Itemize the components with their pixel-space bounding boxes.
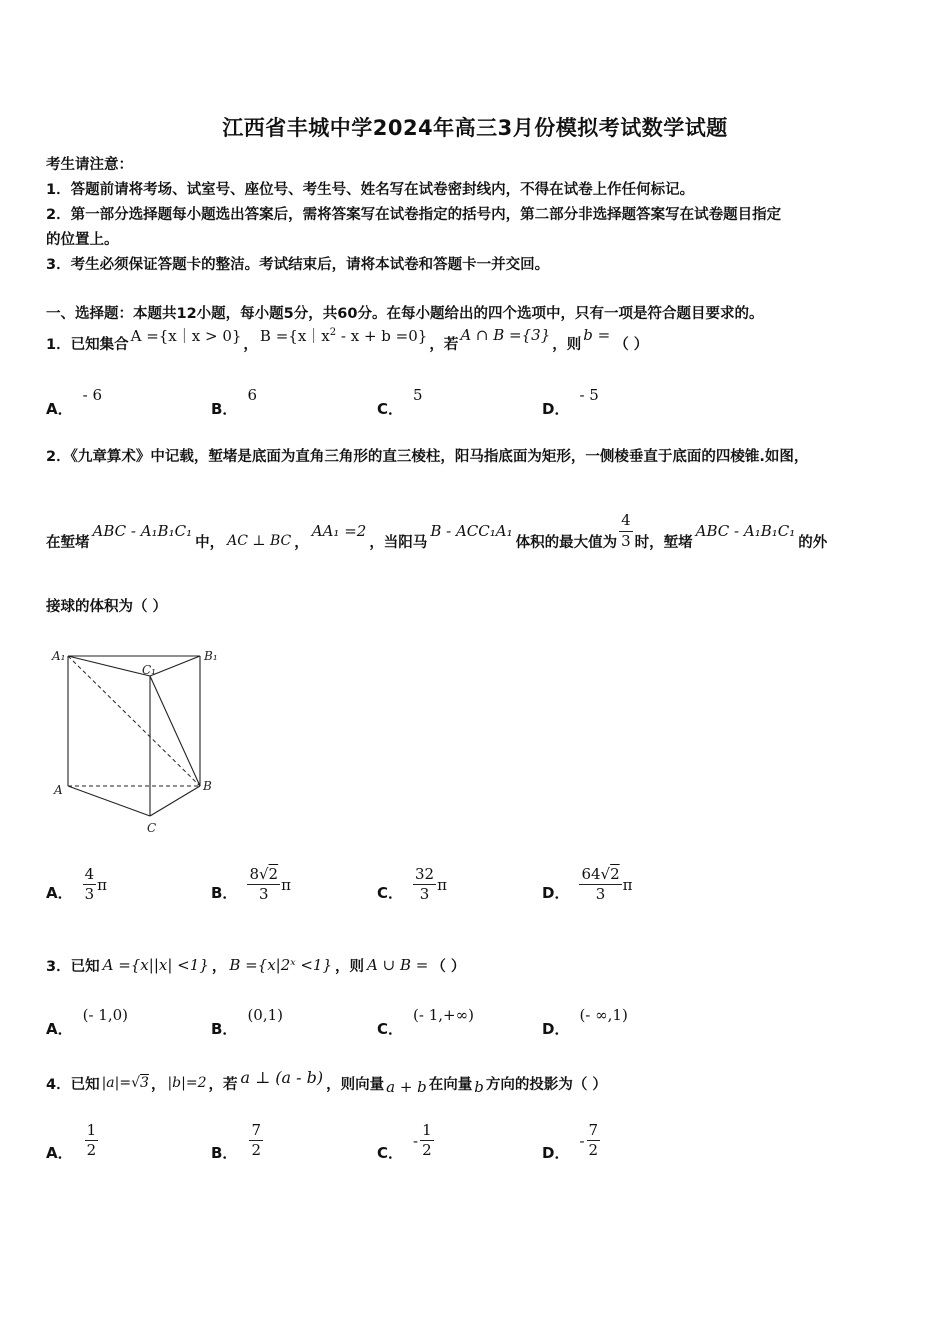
option-value: 5 [413,386,423,404]
fraction-numerator: 1 [85,1122,99,1141]
fraction-numerator: 4 [619,512,633,531]
q4-mid: ，若 [208,1076,238,1093]
option-label: B． [211,884,238,903]
q2-option-a [46,866,107,904]
q3-prefix: 3．已知 [46,958,100,975]
q4-condition-2: |b|=2 [167,1075,207,1091]
option-fraction [579,866,621,904]
notice-item-1: 1．答题前请将考场、试室号、座位号、考生号、姓名写在试卷密封线内，不得在试卷上作任何标记。 [46,182,695,198]
option-value: (- ∞,1) [579,1006,628,1024]
q1-set-b-sup: 2 [329,326,337,338]
fraction-numerator: 1 [420,1122,434,1141]
option-label: A． [46,884,73,903]
vertex-label-b1: B₁ [204,649,218,663]
option-label: C． [377,400,404,418]
page-title: 江西省丰城中学2024年高三3月份模拟考试数学试题 [222,116,728,140]
vertex-label-c: C [147,821,157,835]
q3-answer-bracket: （ ） [431,958,466,975]
notice-item-2-cont: 的位置上。 [46,232,119,248]
question-2-line-3: 接球的体积为（ ） [46,599,168,615]
q3-expression: A ∪ B = [367,956,429,974]
q2-option-b [211,866,291,904]
option-fraction [249,1122,263,1160]
q4-answer-bracket: 方向的投影为（ ） [485,1076,607,1093]
option-fraction [83,866,97,904]
option-sign: - [579,1131,585,1150]
q1-option-d [542,384,599,418]
coefficient: 8 [249,865,259,883]
option-label: A． [46,1144,73,1163]
q1-option-b [211,384,257,418]
q2-text: 时，堑堵 [634,534,693,551]
option-value: - 6 [82,386,102,404]
fraction-denominator: 2 [86,1141,97,1160]
q4-option-c [377,1121,434,1163]
vertex-label-b: B [203,779,212,793]
radicand: 3 [140,1075,149,1091]
fraction-numerator: 64√2 [579,866,621,885]
q4-perpendicular-condition: a ⊥ (a - b) [240,1067,324,1087]
q3-set-b: B ={x|2ˣ <1} [229,956,333,974]
option-value: (- 1,0) [82,1006,129,1024]
diagonal-c1-b [150,676,200,786]
q1-set-a: A ={x｜x > 0} [130,326,242,345]
option-value: (- 1,+∞) [413,1006,474,1024]
fraction-denominator: 2 [588,1141,599,1160]
q1-sep: ， [243,336,258,353]
q3-option-d [542,1004,628,1038]
option-label: C． [377,1020,404,1038]
q2-option-c [377,866,447,904]
option-label: B． [211,400,238,418]
vertex-label-a1: A₁ [52,649,66,663]
fraction-denominator: 3 [419,885,430,904]
q2-text: 体积的最大值为 [515,534,618,551]
pi-symbol: π [97,875,108,894]
q1-option-c [377,384,423,418]
q2-math-perp: AC ⊥ BC [227,533,292,549]
option-value: - 5 [579,386,599,404]
pi-symbol: π [437,875,447,894]
edge-c-b [150,786,200,816]
notice-item-3: 3．考生必须保证答题卡的整洁。考试结束后，请将本试卷和答题卡一并交回。 [46,257,550,273]
option-fraction [420,1122,434,1160]
vertex-label-c1: C₁ [142,663,156,677]
fraction-numerator: 7 [249,1122,263,1141]
pi-symbol: π [281,875,291,894]
option-fraction [413,866,436,904]
question-4-stem [46,1068,607,1098]
edge-a1-c1 [68,656,150,676]
option-value: 6 [247,386,257,404]
q4-option-b [211,1121,263,1163]
option-label: D． [542,400,570,418]
fraction-denominator: 3 [621,531,631,550]
coefficient: 64 [581,865,601,883]
q1-set-b [260,325,427,346]
q1-option-a [46,384,102,418]
question-2-line-1: 2．《九章算术》中记载，堑堵是底面为直角三角形的直三棱柱，阳马指底面为矩形，一侧棱垂直于底面的四棱锥.如图， [46,449,809,465]
q4-mid2: ，则向量 [326,1076,385,1093]
q4-option-a [46,1121,98,1163]
q2-option-d [542,866,633,904]
fraction-denominator: 3 [84,885,95,904]
q4-vector-b: b [474,1078,484,1096]
q2-text: ，当阳马 [369,534,428,551]
question-2-line-2 [46,505,827,557]
fraction-numerator: 8√2 [247,866,280,885]
vertex-label-a: A [54,783,63,797]
q1-set-b-pre: B ={x｜x [259,326,330,345]
option-label: A． [46,1020,73,1038]
q2-text: 在堑堵 [46,534,90,551]
option-label: B． [211,1020,238,1038]
q1-variable: b = [583,326,611,344]
q1-answer-bracket: （ ） [614,336,649,353]
edge-a-c [68,786,150,816]
option-label: C． [377,884,404,903]
q1-set-b-post: - x + b =0} [336,326,428,345]
q2-math-prism: ABC - A₁B₁C₁ [92,522,193,540]
option-label: A． [46,400,73,418]
section-heading: 一、选择题：本题共12小题，每小题5分，共60分。在每小题给出的四个选项中，只有一项是符合题目要求的。 [46,306,764,322]
question-3-stem [46,950,465,980]
q3-sep: ， [211,958,227,975]
q4-mid3: 在向量 [428,1076,473,1093]
q2-math-prism: ABC - A₁B₁C₁ [695,522,796,540]
q2-text: ， [294,534,309,551]
fraction-denominator: 3 [258,885,269,904]
notice-heading: 考生请注意： [46,157,133,173]
question-1-stem [46,328,648,358]
option-label: D． [542,1144,570,1163]
q3-option-c [377,1004,474,1038]
notice-item-2: 2．第一部分选择题每小题选出答案后，需将答案写在试卷指定的括号内，第二部分非选择题答案写在试卷题目指定 [46,207,782,223]
q4-vector-sum: a + b [386,1078,427,1096]
q4-sep: ， [150,1076,166,1093]
radicand: 2 [610,865,620,883]
q3-option-b [211,1004,283,1038]
fraction-numerator: 32 [413,866,436,885]
option-label: B． [211,1144,238,1163]
fraction-denominator: 2 [422,1141,432,1160]
prism-diagram [46,640,236,840]
edge-c1-b1 [150,656,200,676]
q2-text: 中， [195,534,225,551]
option-fraction [247,866,280,904]
option-label: D． [542,1020,570,1038]
pi-symbol: π [622,875,633,894]
q2-text: 的外 [798,534,828,551]
q1-mid: ，若 [429,336,459,353]
option-label: C． [377,1144,404,1163]
radicand: 2 [268,865,279,883]
fraction-numerator: 4 [84,865,95,883]
q1-mid2: ，则 [552,336,582,353]
q2-math-pyramid: B - ACC₁A₁ [430,522,513,540]
q3-mid: ，则 [335,958,365,975]
option-label: D． [542,884,570,903]
q3-option-a [46,1004,129,1038]
fraction-denominator: 3 [595,885,606,904]
hidden-diagonal-a1-b [68,656,200,786]
option-fraction [587,1122,601,1160]
q4-condition-1: |a|=√3 [101,1075,149,1091]
q1-condition: A ∩ B ={3} [460,326,551,344]
fraction-denominator: 2 [251,1141,261,1160]
q4-condition-1-pre: |a|= [101,1075,132,1091]
fraction-numerator: 7 [587,1122,601,1141]
q3-set-a: A ={x||x| <1} [102,956,209,974]
q2-volume-fraction [619,512,633,550]
option-value: (0,1) [247,1006,283,1024]
option-sign: - [413,1131,419,1150]
q2-math-edge: AA₁ =2 [311,522,367,540]
option-fraction [85,1122,99,1160]
q4-option-d [542,1121,600,1163]
q4-prefix: 4．已知 [46,1076,100,1093]
q1-prefix: 1．已知集合 [46,336,129,353]
